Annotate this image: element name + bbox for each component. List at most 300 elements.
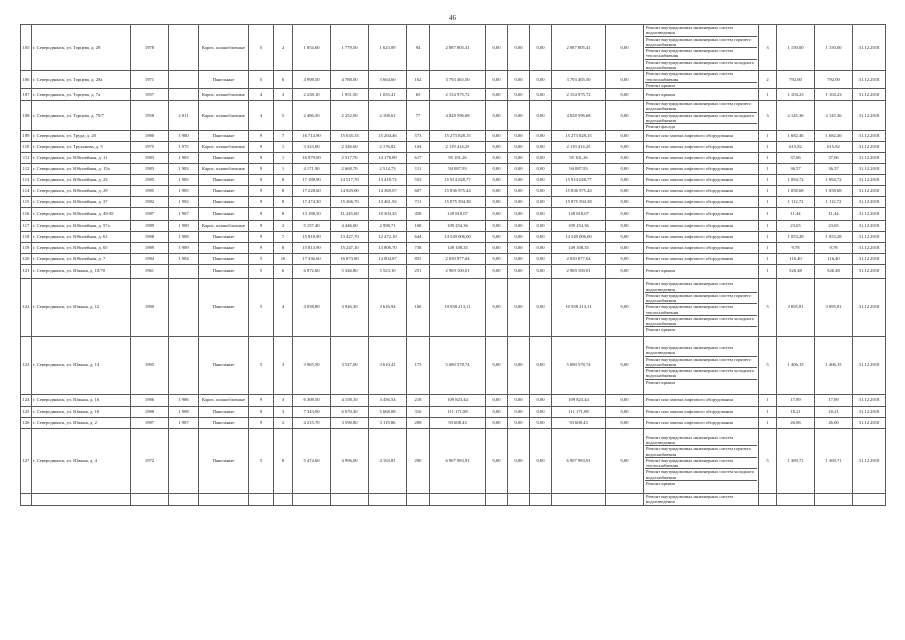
area-owners-cell: 3 456,54	[369, 394, 407, 406]
year-built-cell: 1984	[131, 253, 169, 264]
unit-cost-cell: 2 145,36	[777, 101, 815, 130]
cost-owners-cell: 2 087 805,41	[552, 25, 606, 71]
unit-cost-cell: 36,57	[777, 163, 815, 174]
work-item: Ремонт или замена лифтового оборудования	[646, 233, 733, 239]
residents-cell: 316	[407, 406, 430, 417]
floors-cell: 4	[249, 101, 274, 130]
entrances-cell: 7	[274, 231, 293, 242]
max-cost-cell: 17,89	[815, 394, 853, 406]
table-row	[21, 231, 886, 242]
area-total-cell: 16 879,00	[293, 152, 331, 163]
cost-other-cell: 0,00	[606, 141, 644, 152]
work-item: Ремонт крыши	[646, 268, 675, 274]
cost-local-cell: 0,00	[530, 207, 552, 220]
row-number: 109	[21, 130, 32, 141]
cost-fund-cell: 0,00	[486, 207, 508, 220]
table-row	[21, 406, 886, 417]
cost-fund-cell: 0,00	[486, 428, 508, 493]
address-cell: г. Северодвинск, ул. Юбилейная, д. 57а	[32, 220, 131, 231]
entrances-cell: 1	[274, 141, 293, 152]
table-row-partial	[21, 493, 886, 505]
year-built-cell: 1985	[131, 185, 169, 196]
area-total-cell: 15 813,90	[293, 242, 331, 253]
wall-material-cell: Карпс. шлакоблочные	[199, 163, 249, 174]
works-cell	[644, 428, 759, 493]
year-built-cell: 1983	[131, 163, 169, 174]
year-overhaul-cell: 1 987	[169, 417, 199, 428]
entrances-cell: 2	[274, 220, 293, 231]
floors-cell: 5	[249, 428, 274, 493]
area-living-cell: 2 517,70	[331, 152, 369, 163]
works-cell	[644, 231, 759, 242]
deadline-cell: 31.12.2018	[853, 242, 886, 253]
year-overhaul-cell: 1 988	[169, 406, 199, 417]
work-item: Ремонт внутридомовых инженерных систем теплоснабжения	[645, 458, 757, 470]
cost-total-cell: 15 914 028,77	[430, 174, 486, 185]
cost-local-cell: 0,00	[530, 174, 552, 185]
work-item: Ремонт внутридомовых инженерных систем горячего водоснабжения	[645, 37, 757, 49]
area-living-cell: 4 158,10	[331, 394, 369, 406]
deadline-cell: 31.12.2018	[853, 196, 886, 207]
entrances-cell: 8	[274, 207, 293, 220]
unit-cost-cell: 526,48	[777, 264, 815, 278]
deadline-cell: 31.12.2018	[853, 264, 886, 278]
table-row	[21, 336, 886, 394]
cost-total-cell: 149 108,35	[430, 242, 486, 253]
address-cell: г. Северодвинск, ул. Юбилейная, д. 37	[32, 196, 131, 207]
wall-material-cell: Панельные	[199, 196, 249, 207]
year-overhaul-cell: 1 989	[169, 220, 199, 231]
max-cost-cell: 18,21	[815, 406, 853, 417]
area-living-cell: 3 547,00	[331, 336, 369, 394]
table-row	[21, 394, 886, 406]
cost-region-cell: 0,00	[508, 231, 530, 242]
area-living-cell: 16 873,80	[331, 253, 369, 264]
deadline-cell: 31.12.2018	[853, 174, 886, 185]
area-living-cell: 4 446,00	[331, 220, 369, 231]
entrances-cell: 5	[274, 101, 293, 130]
year-overhaul-cell: 1 989	[169, 242, 199, 253]
entrances-cell: 7	[274, 130, 293, 141]
area-living-cell: 14 517,70	[331, 174, 369, 185]
row-number: 123	[21, 336, 32, 394]
area-total-cell: 5 474,60	[293, 428, 331, 493]
floors-cell: 9	[249, 220, 274, 231]
units-cell: 1	[759, 231, 777, 242]
works-cell	[644, 406, 759, 417]
units-cell: 1	[759, 185, 777, 196]
floors-cell: 5	[249, 25, 274, 71]
cost-region-cell: 0,00	[508, 185, 530, 196]
cost-other-cell: 0,00	[606, 185, 644, 196]
work-item: Ремонт внутридомовых инженерных систем горячего водоснабжения	[645, 357, 757, 369]
cost-owners-cell: 15 914 028,77	[552, 174, 606, 185]
units-cell: 3	[759, 101, 777, 130]
address-cell: г. Северодвинск, ул. Юбилейная, д. 49/45	[32, 207, 131, 220]
cost-total-cell: 15 836 975,44	[430, 185, 486, 196]
cost-fund-cell: 0,00	[486, 196, 508, 207]
cost-local-cell: 0,00	[530, 25, 552, 71]
residents-cell: 711	[407, 196, 430, 207]
area-owners-cell: 5 523,10	[369, 264, 407, 278]
cost-local-cell: 0,00	[530, 231, 552, 242]
table-row	[21, 130, 886, 141]
cost-other-cell: 0,00	[606, 242, 644, 253]
work-item: Ремонт внутридомовых инженерных систем горячего водоснабжения	[645, 293, 757, 305]
area-total-cell: 3 965,50	[293, 336, 331, 394]
cost-fund-cell: 0,00	[486, 71, 508, 89]
residents-cell: 644	[407, 231, 430, 242]
cost-local-cell: 0,00	[530, 278, 552, 336]
floors-cell: 5	[249, 71, 274, 89]
residents-cell: 218	[407, 394, 430, 406]
cost-local-cell: 0,00	[530, 130, 552, 141]
cost-local-cell: 0,00	[530, 71, 552, 89]
area-owners-cell: 2 998,71	[369, 220, 407, 231]
cost-other-cell: 0,00	[606, 207, 644, 220]
cost-local-cell: 0,00	[530, 152, 552, 163]
work-item: Ремонт внутридомовых инженерных систем теплоснабжения	[645, 71, 757, 83]
table-row	[21, 25, 886, 71]
cost-owners-cell: 2 119 414,25	[552, 141, 606, 152]
cost-region-cell: 0,00	[508, 417, 530, 428]
area-owners-cell: 2 514,73	[369, 163, 407, 174]
works-cell	[644, 25, 759, 71]
cost-region-cell: 0,00	[508, 152, 530, 163]
year-overhaul-cell: 1 983	[169, 152, 199, 163]
wall-material-cell: Панельные	[199, 130, 249, 141]
cost-other-cell: 0,00	[606, 394, 644, 406]
cost-owners-cell: 15 875 594,38	[552, 196, 606, 207]
wall-material-cell: Панельные	[199, 231, 249, 242]
wall-material-cell: Карпс. шлакоблочные	[199, 394, 249, 406]
floors-cell: 9	[249, 196, 274, 207]
area-owners-cell: 1 623,89	[369, 25, 407, 71]
cost-fund-cell: 0,00	[486, 163, 508, 174]
works-cell	[644, 130, 759, 141]
cost-local-cell: 0,00	[530, 242, 552, 253]
work-item: Ремонт внутридомовых инженерных систем теплоснабжения	[645, 48, 757, 60]
area-living-cell: 3 946,30	[331, 278, 369, 336]
max-cost-cell: 2 145,36	[815, 101, 853, 130]
works-cell	[644, 141, 759, 152]
area-total-cell: 13 188,50	[293, 207, 331, 220]
area-owners-cell: 13 461,92	[369, 196, 407, 207]
deadline-cell: 31.12.2018	[853, 71, 886, 89]
cost-local-cell: 0,00	[530, 264, 552, 278]
year-built-cell: 1978	[131, 25, 169, 71]
cost-total-cell: 128 818,07	[430, 207, 486, 220]
residents-cell: 111	[407, 163, 430, 174]
address-cell: г. Северодвинск, ул. Юбилейная, д. 23	[32, 174, 131, 185]
cost-owners-cell: 5 680 578,74	[552, 336, 606, 394]
max-cost-cell: 1 112,72	[815, 196, 853, 207]
unit-cost-cell: 26,06	[777, 417, 815, 428]
cost-total-cell: 109 823,44	[430, 394, 486, 406]
work-item: Ремонт крыши	[646, 480, 675, 486]
max-cost-cell: 3 695,81	[815, 278, 853, 336]
max-cost-cell: 23,65	[815, 220, 853, 231]
area-owners-cell: 4 163,81	[369, 428, 407, 493]
area-total-cell: 17 228,60	[293, 185, 331, 196]
area-living-cell: 2 252,00	[331, 101, 369, 130]
entrances-cell: 8	[274, 185, 293, 196]
floors-cell: 9	[249, 163, 274, 174]
works-cell	[644, 207, 759, 220]
address-cell: г. Северодвинск, ул. Юбилейная, д. 15а	[32, 163, 131, 174]
entrances-cell: 2	[274, 25, 293, 71]
wall-material-cell: Панельные	[199, 406, 249, 417]
wall-material-cell: Панельные	[199, 242, 249, 253]
cost-other-cell: 0,00	[606, 220, 644, 231]
floors-cell: 4	[249, 89, 274, 101]
row-number: 124	[21, 394, 32, 406]
work-item: Ремонт внутридомовых инженерных систем холодного водоснабжения	[645, 316, 757, 328]
wall-material-cell: Панельные	[199, 264, 249, 278]
cost-region-cell: 0,00	[508, 394, 530, 406]
address-cell: г. Северодвинск, ул. Торцева, д. 79/7	[32, 101, 131, 130]
entrances-cell: 4	[274, 278, 293, 336]
units-cell: 5	[759, 428, 777, 493]
work-item: Ремонт крыши	[646, 379, 675, 385]
deadline-cell: 31.12.2018	[853, 89, 886, 101]
table-row	[21, 207, 886, 220]
works-cell	[644, 253, 759, 264]
cost-total-cell: 2 969 100,01	[430, 264, 486, 278]
cost-local-cell: 0,00	[530, 220, 552, 231]
cost-region-cell: 0,00	[508, 207, 530, 220]
cost-owners-cell: 109 823,44	[552, 394, 606, 406]
work-item: Ремонт внутридомовых инженерных систем холодного водоснабжения	[645, 368, 757, 380]
cost-other-cell: 0,00	[606, 25, 644, 71]
table-row	[21, 253, 886, 264]
max-cost-cell: 9,78	[815, 242, 853, 253]
floors-cell: 9	[249, 141, 274, 152]
year-built-cell: 1990	[131, 278, 169, 336]
work-item: Ремонт внутридомовых инженерных систем водоотведения	[645, 345, 757, 357]
area-owners-cell: 13 418,72	[369, 174, 407, 185]
area-total-cell: 4 215,70	[293, 417, 331, 428]
cost-total-cell: 5 680 578,74	[430, 336, 486, 394]
area-owners-cell: 3 119,86	[369, 417, 407, 428]
entrances-cell: 6	[274, 71, 293, 89]
wall-material-cell: Панельные	[199, 152, 249, 163]
wall-material-cell: Панельные	[199, 336, 249, 394]
year-built-cell: 1987	[131, 417, 169, 428]
max-cost-cell: 1 104,23	[815, 89, 853, 101]
area-owners-cell: 10 303,45	[369, 207, 407, 220]
cost-owners-cell: 2 030 877,64	[552, 253, 606, 264]
cost-fund-cell: 0,00	[486, 394, 508, 406]
year-built-cell: 1980	[131, 130, 169, 141]
cost-owners-cell: 109 254,36	[552, 220, 606, 231]
deadline-cell: 31.12.2018	[853, 253, 886, 264]
year-built-cell: 1985	[131, 174, 169, 185]
entrances-cell: 2	[274, 417, 293, 428]
wall-material-cell: Карпс. шлакоблочные	[199, 141, 249, 152]
wall-material-cell: Панельные	[199, 185, 249, 196]
works-cell	[644, 220, 759, 231]
cost-owners-cell: 2 154 975,72	[552, 89, 606, 101]
cost-region-cell: 0,00	[508, 163, 530, 174]
cost-total-cell: 15 273 828,15	[430, 130, 486, 141]
area-living-cell: 4 996,00	[331, 428, 369, 493]
table-row	[21, 220, 886, 231]
cost-fund-cell: 0,00	[486, 242, 508, 253]
area-living-cell: 3 590,80	[331, 417, 369, 428]
cost-region-cell: 0,00	[508, 220, 530, 231]
deadline-cell: 31.12.2018	[853, 130, 886, 141]
max-cost-cell: 36,57	[815, 163, 853, 174]
area-living-cell: 4 788,00	[331, 71, 369, 89]
works-cell	[644, 336, 759, 394]
cost-region-cell: 0,00	[508, 406, 530, 417]
address-cell: г. Северодвинск, ул. Южная, д. 12	[32, 278, 131, 336]
cost-total-cell: 95 101,26	[430, 152, 486, 163]
area-total-cell: 4 171,90	[293, 163, 331, 174]
cost-total-cell: 14 549 006,00	[430, 231, 486, 242]
cost-owners-cell: 14 549 006,00	[552, 231, 606, 242]
cost-local-cell: 0,00	[530, 406, 552, 417]
units-cell: 1	[759, 89, 777, 101]
cost-other-cell: 0,00	[606, 253, 644, 264]
cost-fund-cell: 0,00	[486, 336, 508, 394]
cost-total-cell: 2 087 805,41	[430, 25, 486, 71]
address-cell: г. Северодвинск, ул. Юбилейная, д. 29	[32, 185, 131, 196]
cost-total-cell: 2 119 414,25	[430, 141, 486, 152]
row-number: 112	[21, 163, 32, 174]
unit-cost-cell: 1 369,71	[777, 428, 815, 493]
units-cell: 1	[759, 253, 777, 264]
units-cell: 1	[759, 394, 777, 406]
cost-fund-cell: 0,00	[486, 101, 508, 130]
floors-cell: 5	[249, 253, 274, 264]
work-item: Ремонт или замена лифтового оборудования	[646, 210, 733, 216]
unit-cost-cell: 1 104,23	[777, 89, 815, 101]
year-overhaul-cell: 1 985	[169, 185, 199, 196]
cost-local-cell: 0,00	[530, 163, 552, 174]
cost-other-cell: 0,00	[606, 174, 644, 185]
year-overhaul-cell: 1 987	[169, 207, 199, 220]
max-cost-cell: 37,06	[815, 152, 853, 163]
cost-other-cell: 0,00	[606, 417, 644, 428]
floors-cell: 9	[249, 174, 274, 185]
row-number: 106	[21, 71, 32, 89]
wall-material-cell: Панельные	[199, 253, 249, 264]
year-overhaul-cell	[169, 71, 199, 89]
residents-cell: 77	[407, 101, 430, 130]
cost-fund-cell: 0,00	[486, 141, 508, 152]
area-owners-cell: 14 178,89	[369, 152, 407, 163]
units-cell: 1	[759, 130, 777, 141]
units-cell: 1	[759, 406, 777, 417]
table-row	[21, 163, 886, 174]
entrances-cell: 3	[274, 406, 293, 417]
floors-cell: 9	[249, 242, 274, 253]
cost-owners-cell: 128 818,07	[552, 207, 606, 220]
cost-region-cell: 0,00	[508, 264, 530, 278]
cost-fund-cell: 0,00	[486, 417, 508, 428]
area-living-cell: 13 427,70	[331, 231, 369, 242]
cost-region-cell: 0,00	[508, 253, 530, 264]
units-cell: 1	[759, 174, 777, 185]
max-cost-cell: 526,48	[815, 264, 853, 278]
work-item: Ремонт или замена лифтового оборудования	[646, 419, 733, 425]
deadline-cell: 31.12.2018	[853, 101, 886, 130]
area-owners-cell: 5 668,08	[369, 406, 407, 417]
row-number: 125	[21, 406, 32, 417]
area-living-cell: 2 668,70	[331, 163, 369, 174]
cost-total-cell: 109 254,36	[430, 220, 486, 231]
wall-material-cell: Карпс. шлакоблочные	[199, 101, 249, 130]
unit-cost-cell: 1 058,68	[777, 185, 815, 196]
unit-cost-cell: 9,78	[777, 242, 815, 253]
address-cell: г. Северодвинск, ул. Труда, д. 20	[32, 130, 131, 141]
work-item: Ремонт фасада	[646, 124, 675, 130]
entrances-cell: 8	[274, 242, 293, 253]
cost-total-cell: 10 938 213,11	[430, 278, 486, 336]
address-cell: г. Северодвинск, ул. Юбилейная, д. 7	[32, 253, 131, 264]
cost-region-cell: 0,00	[508, 428, 530, 493]
units-cell: 1	[759, 163, 777, 174]
residents-cell: 208	[407, 417, 430, 428]
units-cell: 3	[759, 25, 777, 71]
deadline-cell: 31.12.2018	[853, 394, 886, 406]
wall-material-cell: Панельные	[199, 278, 249, 336]
area-owners-cell: 3 664,60	[369, 71, 407, 89]
page-number: 46	[449, 14, 456, 22]
cost-region-cell: 0,00	[508, 336, 530, 394]
cost-fund-cell: 0,00	[486, 253, 508, 264]
cost-fund-cell: 0,00	[486, 174, 508, 185]
table-row	[21, 71, 886, 89]
cost-local-cell: 0,00	[530, 253, 552, 264]
unit-cost-cell: 18,21	[777, 406, 815, 417]
area-total-cell: 2 486,50	[293, 101, 331, 130]
unit-cost-cell: 1 406,15	[777, 336, 815, 394]
area-total-cell: 1 854,60	[293, 25, 331, 71]
wall-material-cell: Карпс. шлакоблочные	[199, 25, 249, 71]
area-total-cell: 5 157,40	[293, 220, 331, 231]
row-number: 126	[21, 417, 32, 428]
works-cell	[644, 152, 759, 163]
wall-material-cell: Панельные	[199, 71, 249, 89]
cost-fund-cell: 0,00	[486, 152, 508, 163]
cost-owners-cell: 111 171,88	[552, 406, 606, 417]
cost-total-cell: 93 608,43	[430, 417, 486, 428]
unit-cost-cell: 23,65	[777, 220, 815, 231]
floors-cell: 5	[249, 264, 274, 278]
year-built-cell: 1989	[131, 242, 169, 253]
work-item: Ремонт или замена лифтового оборудования	[646, 165, 733, 171]
cost-local-cell: 0,00	[530, 196, 552, 207]
cost-owners-cell: 2 969 100,01	[552, 264, 606, 278]
year-overhaul-cell: 1 984	[169, 253, 199, 264]
area-total-cell: 17 474,30	[293, 196, 331, 207]
floors-cell: 5	[249, 336, 274, 394]
row-number: 114	[21, 185, 32, 196]
table-row	[21, 89, 886, 101]
address-cell: г. Северодвинск, ул. Юбилейная, д. 61	[32, 231, 131, 242]
address-cell: г. Северодвинск, ул. Торцева, д. 28	[32, 25, 131, 71]
table-row	[21, 152, 886, 163]
area-owners-cell: 1 035,41	[369, 89, 407, 101]
max-cost-cell: 1 094,72	[815, 174, 853, 185]
entrances-cell: 3	[274, 394, 293, 406]
cost-owners-cell: 6 907 983,91	[552, 428, 606, 493]
max-cost-cell: 116,40	[815, 253, 853, 264]
address-cell: г. Северодвинск, ул. Южная, д. 14	[32, 336, 131, 394]
